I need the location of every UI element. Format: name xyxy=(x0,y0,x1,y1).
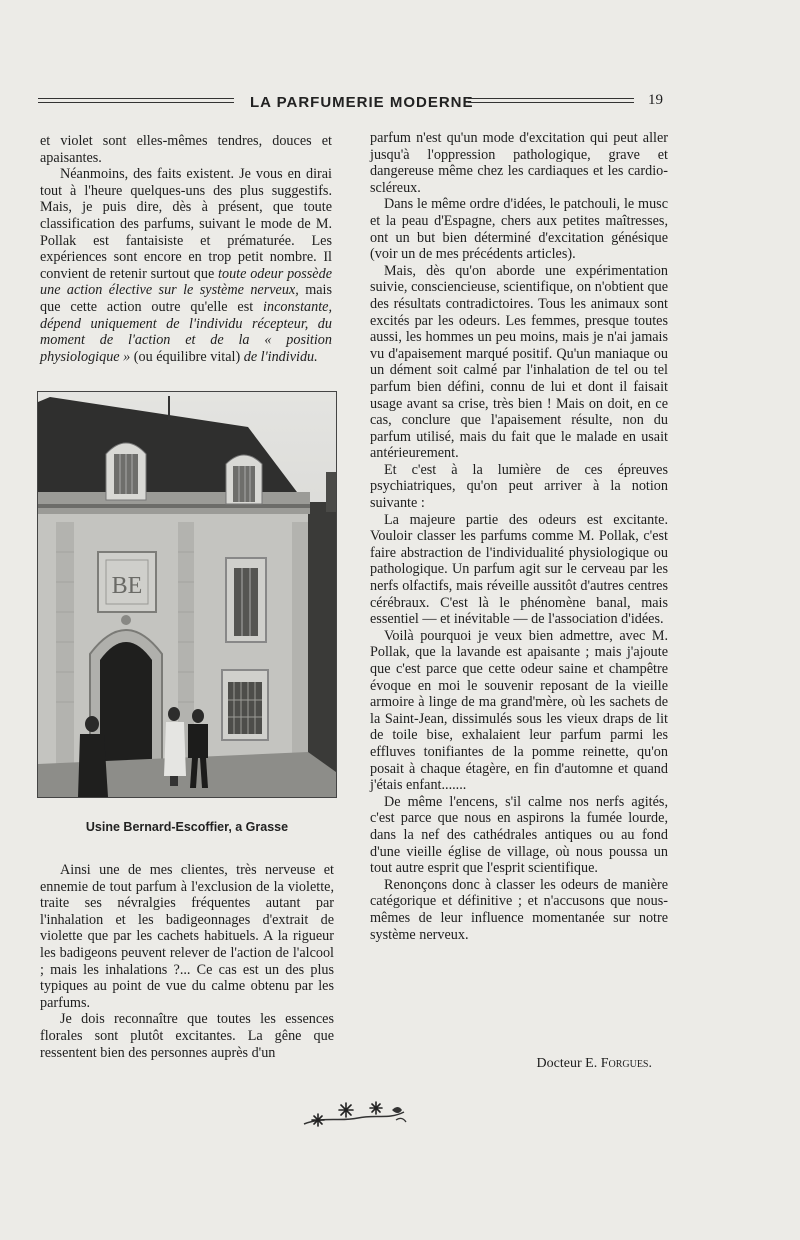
page-number: 19 xyxy=(648,92,663,108)
emphasis: inconstante, dépend uniquement de l'individu récepteur, du moment de l'action et de la « position physiologique » xyxy=(40,298,332,365)
emphasis: de l'individu. xyxy=(243,348,318,365)
paragraph: Voilà pourquoi je veux bien admettre, avec M. Pollak, que la lavande est apaisante ; mais j'ajoute que c'est parce que cette odeur saine et champêtre évoque en moi le souvenir reposant de la vieille armoire à linge de ma grand'mère, où les sachets de la Saint-Jean, dissimulés sous les vieux draps de lit de toile bise, exhalaient leur parfum parmi les effluves tonifiantes de la pomme reinette, qu'on posait à chaque étagère, en fin d'automne et quand j'étais enfant....... xyxy=(370,627,668,794)
figure-caption: Usine Bernard-Escoffier, a Grasse xyxy=(85,820,289,834)
header-rule-left xyxy=(38,98,234,103)
paragraph: De même l'encens, s'il calme nos nerfs agités, c'est parce que nous en aspirons la fumée lourde, dans la nef des cathédrales antiques ou au fond d'une vieille église de village, où nous poussa un tout autre esprit que l'esprit scientifique. xyxy=(370,793,668,877)
emphasis: toute odeur possède une action élective sur le système nerveux, xyxy=(40,265,332,299)
page-header xyxy=(0,88,800,118)
paragraph xyxy=(40,166,332,365)
paragraph: Et c'est à la lumière de ces épreuves psychiatriques, qu'on peut arriver à la notion suivante : xyxy=(370,461,668,512)
signature-prefix: Docteur E. xyxy=(536,1056,601,1071)
paragraph: Mais, dès qu'on aborde une expérimentation suivie, consciencieuse, scientifique, on n'obtient que des résultats contradictoires. Tous les animaux sont excités par les odeurs. Les femmes, presque toutes aussi, les hommes un peu moins, mais je n'ai jamais vu d'apaisement marqué positif. Qu'un maniaque ou un dément soit calmé par l'inhalation de tel ou tel parfum bien défini, connu de lui et dont il faisait usage avant sa crise, très bien ! Mais on doit, en ce cas, conclure que l'apaisement résulte, non du parfum utilisé, mais du fait que le malade en usait antérieurement. xyxy=(370,262,668,462)
header-rule-right xyxy=(468,98,634,103)
author-name: Forgues. xyxy=(600,1056,652,1071)
left-column-bottom xyxy=(40,862,334,1061)
paragraph: et violet sont elles-mêmes tendres, douces et apaisantes. xyxy=(40,133,332,166)
floral-ornament-icon xyxy=(300,1098,412,1132)
paragraph: parfum n'est qu'un mode d'excitation qui peut aller jusqu'à l'oppression pathologique, grave et dangereuse même chez les cardiaques et les cardio-scléreux. xyxy=(370,130,668,196)
text-run: mais que cette action outre qu'elle est xyxy=(40,282,333,315)
paragraph: Ainsi une de mes clientes, très nerveuse et ennemie de tout parfum à l'exclusion de la violette, traite ses névralgies fréquentes autant par l'inhalation et les badigeonnages d'extrait de violette que par les cachets habituels. A la rigueur les badigeons peuvent relever de l'action de l'alcool ; mais les inhalations ?... Ce cas est un des plus typiques au point de vue du calme obtenu par les parfums. xyxy=(40,862,334,1011)
building-monogram: BE xyxy=(111,573,143,599)
right-column xyxy=(370,130,668,943)
factory-photograph xyxy=(37,391,337,798)
paragraph: La majeure partie des odeurs est excitante. Vouloir classer les parfums comme M. Pollak, c'est faire abstraction de l'individualité physiologique ou pathologique. Un parfum agit sur le cerveau par les nerfs olfactifs, mais réveille aussitôt d'autres centres cérébraux. C'est là le phénomène banal, mais essentiel — et inévitable — de l'association d'idées. xyxy=(370,511,668,628)
text-run: Néanmoins, des faits existent. Je vous en dirai tout à l'heure quelques-uns des plus suggestifs. Mais, je puis dire, dès à présent, que toute classification des parfums, suivant le mode de M. Pollak est fantaisiste et prématurée. Les expériences sont encore en trop petit nombre. Il convient de retenir surtout que xyxy=(40,166,332,282)
paragraph: Dans le même ordre d'idées, le patchouli, le musc et la peau d'Espagne, chers aux petites maîtresses, ont un but bien déterminé d'excitation génésique (voir un de mes précédents articles). xyxy=(370,196,668,263)
author-signature xyxy=(370,1056,652,1072)
journal-title: LA PARFUMERIE MODERNE xyxy=(250,94,474,111)
paragraph: Je dois reconnaître que toutes les essences florales sont plutôt excitantes. La gêne que ressentent bien des personnes auprès d'un xyxy=(40,1011,334,1061)
left-column-top xyxy=(40,133,332,365)
paragraph: Renonçons donc à classer les odeurs de manière catégorique et définitive ; et n'accusons que nous-mêmes de leur influence momentanée sur notre système nerveux. xyxy=(370,876,668,943)
text-run: (ou équilibre vital) xyxy=(130,348,244,365)
